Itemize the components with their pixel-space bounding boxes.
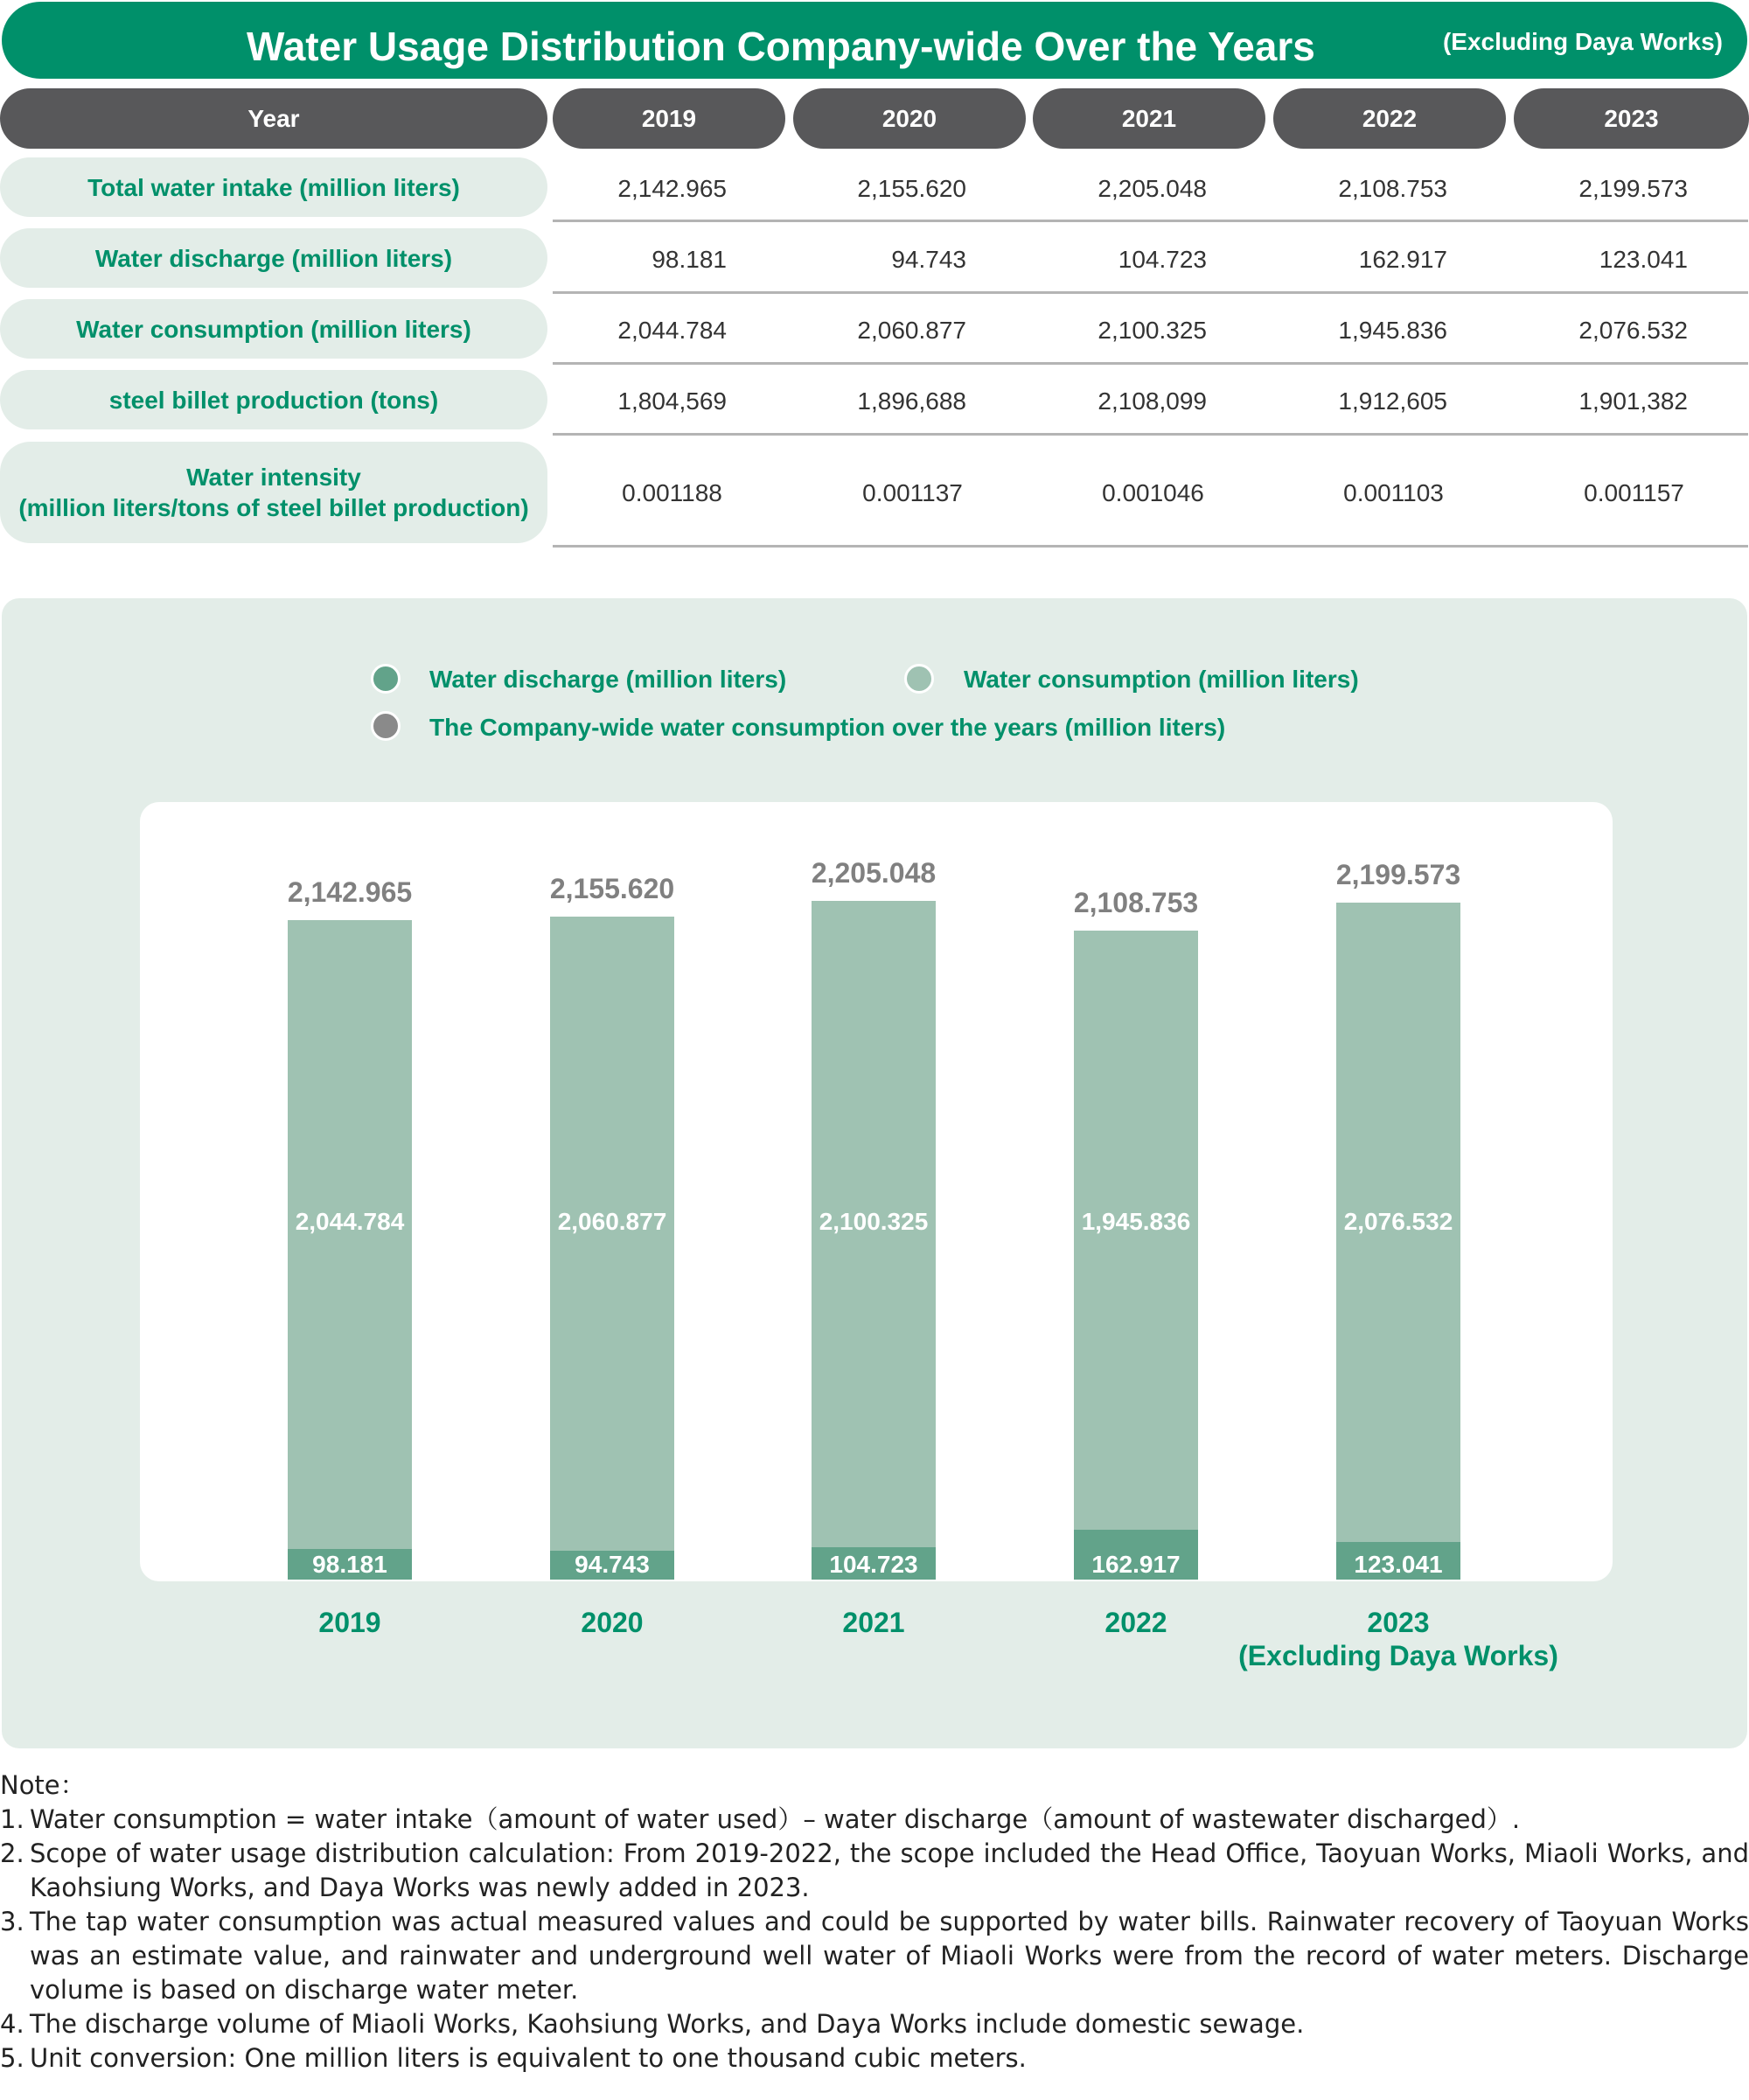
table-cell: 2,076.532 [1578,317,1688,344]
table-cell: 2,142.965 [617,175,727,202]
note-text: Scope of water usage distribution calculation: From 2019-2022, the scope included the Head Office, Taoyuan Works, Miaoli Works, and Kaohsiung Works, and Daya Works was newly added in 2023. [30,1838,1749,1902]
total-label-2022: 2,108.753 [1073,887,1199,918]
legend-discharge-label: Water discharge (million liters) [429,666,787,693]
x-axis-note: (Excluding Daya Works) [1238,1640,1558,1671]
row-label-steel-billet: steel billet production (tons) [0,370,547,429]
note-item: 1. Water consumption = water intake（amount of water used）– water discharge（amount of wastewater discharged）. [0,1803,1749,1837]
table-header-2020: 2020 [793,88,1026,149]
discharge-label-2021: 104.723 [829,1551,918,1578]
x-axis-year: 2019 [318,1607,381,1638]
legend-discharge-swatch [371,664,401,694]
row-label-water-intensity [0,442,547,543]
consumption-label-2021: 2,100.325 [819,1208,929,1235]
table-cell: 1,901,382 [1578,387,1688,415]
note-item: 5. Unit conversion: One million liters is equivalent to one thousand cubic meters. [0,2041,1749,2076]
x-axis-label-2023 [1206,1606,1591,1672]
row-divider [553,362,1748,365]
discharge-label-2019: 98.181 [312,1551,387,1578]
row-label-water-consumption: Water consumption (million liters) [0,299,547,359]
row-divider [553,291,1748,294]
table-header-year: Year [0,88,547,149]
page-title: Water Usage Distribution Company-wide Over the Years [247,24,1315,69]
x-axis-year: 2020 [581,1607,644,1638]
x-axis-year: 2022 [1104,1607,1167,1638]
table-cell: 2,060.877 [857,317,966,344]
total-label-2020: 2,155.620 [549,873,675,904]
table-cell: 123.041 [1599,246,1688,273]
note-item: 4. The discharge volume of Miaoli Works, Kaohsiung Works, and Daya Works include domestic sewage. [0,2007,1749,2041]
table-cell: 1,896,688 [857,387,966,415]
table-header-2023: 2023 [1514,88,1749,149]
discharge-label-2020: 94.743 [575,1551,650,1578]
consumption-label-2022: 1,945.836 [1081,1208,1191,1235]
notes-section [0,1769,1749,2076]
table-cell: 2,199.573 [1578,175,1688,202]
total-label-2021: 2,205.048 [811,857,937,889]
legend-consumption-swatch [904,664,934,694]
consumption-label-2020: 2,060.877 [557,1208,667,1235]
row-divider [553,545,1748,548]
row-divider [553,220,1748,222]
row-divider [553,433,1748,436]
table-cell: 0.001046 [1102,479,1204,506]
note-text: Water consumption = water intake（amount of water used）– water discharge（amount of wastewater discharged）. [30,1804,1521,1834]
table-cell: 2,044.784 [617,317,727,344]
table-cell: 0.001103 [1343,479,1444,506]
note-text: The discharge volume of Miaoli Works, Kaohsiung Works, and Daya Works include domestic sewage. [30,2009,1305,2039]
table-cell: 94.743 [891,246,966,273]
table-cell: 98.181 [652,246,727,273]
consumption-label-2023: 2,076.532 [1343,1208,1453,1235]
discharge-label-2022: 162.917 [1091,1551,1181,1578]
table-cell: 2,205.048 [1097,175,1207,202]
note-item: 2. Scope of water usage distribution calculation: From 2019-2022, the scope included the Head Office, Taoyuan Works, Miaoli Works, and Kaohsiung Works, and Daya Works was newly added in 2023. [0,1837,1749,1905]
x-axis-year: 2023 [1367,1607,1430,1638]
legend-consumption-label: Water consumption (million liters) [964,666,1359,693]
x-axis-year: 2021 [842,1607,905,1638]
table-cell: 1,945.836 [1338,317,1447,344]
table-cell: 0.001188 [622,479,722,506]
row-label-total-intake: Total water intake (million liters) [0,157,547,217]
table-cell: 2,108,099 [1097,387,1207,415]
total-label-2023: 2,199.573 [1335,859,1461,890]
table-cell: 2,108.753 [1338,175,1447,202]
table-header-2022: 2022 [1273,88,1506,149]
consumption-label-2019: 2,044.784 [295,1208,405,1235]
table-cell: 1,912,605 [1338,387,1447,415]
table-header-2019: 2019 [553,88,785,149]
row-label-line: (million liters/tons of steel billet production) [18,494,529,521]
legend-total-swatch [371,711,401,741]
table-cell: 104.723 [1118,246,1207,273]
title-note: (Excluding Daya Works) [1442,28,1723,55]
table-cell: 2,100.325 [1097,317,1207,344]
row-label-water-discharge: Water discharge (million liters) [0,228,547,288]
title-bar [2,2,1747,79]
note-text: The tap water consumption was actual measured values and could be supported by water bills. Rainwater recovery of Taoyuan Works was an estimate value, and rainwater and underground well water of Miaoli Works were from the record of water meters. Discharge volume is based on discharge water meter. [30,1907,1749,2005]
table-cell: 2,155.620 [857,175,966,202]
table-cell: 0.001137 [862,479,963,506]
table-cell: 1,804,569 [617,387,727,415]
legend-total-label: The Company-wide water consumption over the years (million liters) [429,714,1226,741]
notes-heading: Note： [0,1770,86,1800]
table-cell: 162.917 [1358,246,1447,273]
table-cell: 0.001157 [1584,479,1684,506]
total-label-2019: 2,142.965 [287,876,413,908]
note-text: Unit conversion: One million liters is equivalent to one thousand cubic meters. [30,2043,1027,2073]
table-header-2021: 2021 [1033,88,1265,149]
discharge-label-2023: 123.041 [1354,1551,1443,1578]
row-label-line: Water intensity [186,464,361,491]
note-item: 3. The tap water consumption was actual measured values and could be supported by water bills. Rainwater recovery of Taoyuan Works was an estimate value, and rainwater and underground well water of Miaoli Works were from the record of water meters. Discharge volume is based on discharge water meter. [0,1905,1749,2007]
